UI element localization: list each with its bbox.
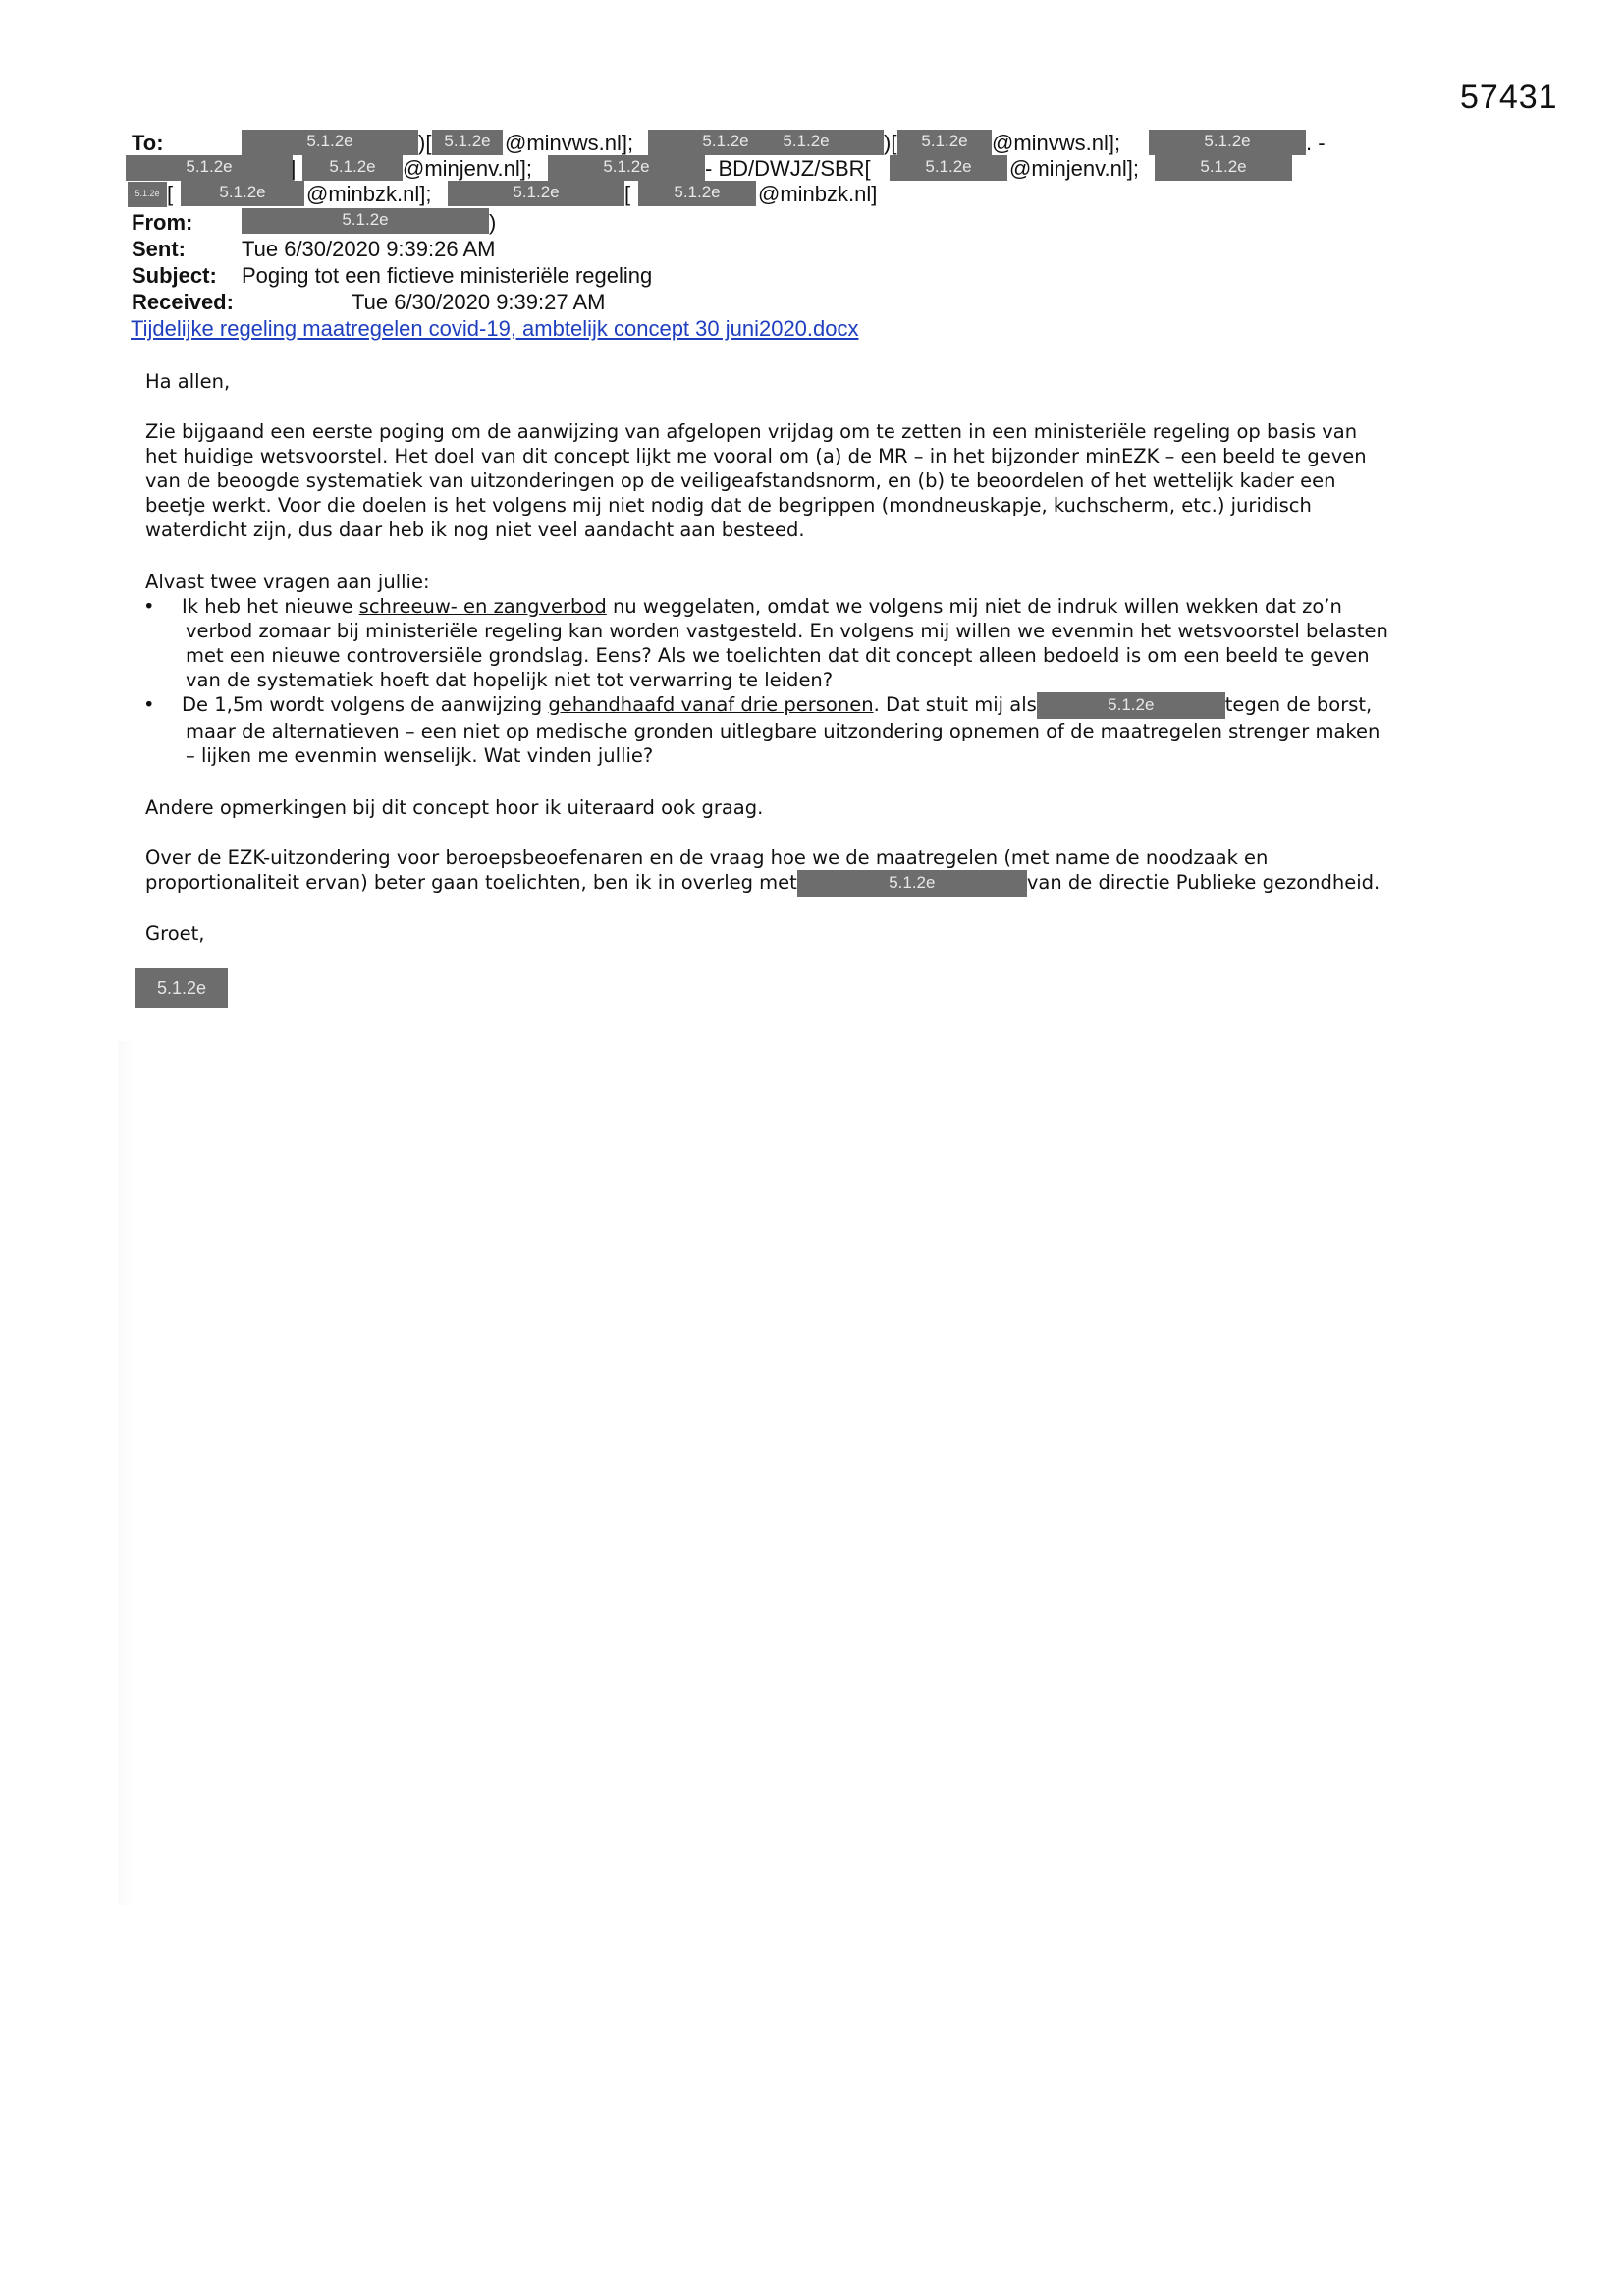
redaction: 5.1.2e: [242, 208, 489, 234]
to-separator: [: [167, 182, 174, 206]
to-address-domain: @minjenv.nl];: [1009, 156, 1139, 181]
document-number: 57431: [1460, 79, 1558, 116]
redaction: 5.1.2e: [181, 181, 304, 206]
questions-intro: Alvast twee vragen aan jullie:: [145, 571, 430, 593]
scan-shade: [118, 1041, 135, 1905]
redaction: 5.1.2e: [548, 155, 705, 181]
to-separator: |: [291, 156, 297, 181]
to-address-domain: @minjenv.nl];: [403, 156, 532, 181]
bullet-item-2: • De 1,5m wordt volgens de aanwijzing gehandhaafd vanaf drie personen. Dat stuit mij als 5.1.2e tegen de borst, maar de alternatieven – een niet op medische gronden uitlegbare uitzondering opnemen of de maatregelen strenger maken – lijken me evenmin wenselijk. Wat vinden jullie?: [143, 693, 1380, 767]
sent-label: Sent:: [132, 237, 186, 261]
bullet-dot: •: [143, 693, 155, 716]
paragraph-intro: Zie bijgaand een eerste poging om de aanwijzing van afgelopen vrijdag om te zetten in een ministeriële regeling op basis van het huidige wetsvoorstel. Het doel van dit concept lijkt me vooral om (a) de MR – in het bijzonder minEZK – een beeld te geven van de beoogde systematiek van uitzonderingen op de veiligeafstandsnorm, en (b) te beoordelen of het wettelijk kader een beetje werkt. Voor die doelen is het volgens mij niet nodig dat de begrippen (mondneuskapje, kuchscherm, etc.) juridisch waterdicht zijn, dus daar heb ik nog niet veel aandacht aan besteed.: [145, 420, 1367, 541]
received-value: Tue 6/30/2020 9:39:27 AM: [352, 290, 606, 314]
to-separator: [: [624, 182, 631, 206]
signature-redaction: 5.1.2e: [135, 968, 228, 1008]
bullet-item-1: • Ik heb het nieuwe schreeuw- en zangverbod nu weggelaten, omdat we volgens mij niet de indruk willen wekken dat zo’n verbod zomaar bij ministeriële regeling kan worden vastgesteld. En volgens mij willen we evenmin het wetsvoorstel belasten met een nieuwe controversiële grondslag. Eens? Als we toelichten dat dit concept alleen bedoeld is om een beeld te geven van de systematiek hoeft dat hopelijk niet tot verwarring te leiden?: [143, 595, 1388, 691]
redaction: 5.1.2e: [126, 155, 293, 181]
to-department: - BD/DWJZ/SBR[: [705, 156, 871, 181]
redaction: 5.1.2e: [890, 155, 1007, 181]
subject-value: Poging tot een fictieve ministeriële regeling: [242, 263, 653, 288]
from-suffix: ): [489, 210, 497, 235]
redaction: 5.1.2e: [242, 130, 418, 155]
subject-label: Subject:: [132, 263, 217, 288]
redaction: 5.1.2e: [797, 870, 1027, 897]
received-label: Received:: [132, 290, 234, 314]
redaction: 5.1.2e: [302, 155, 403, 181]
redaction: 5.1.2e: [1155, 155, 1292, 181]
to-separator: )[: [884, 131, 897, 155]
to-address-domain: @minvws.nl];: [992, 131, 1121, 155]
to-address-domain: @minvws.nl];: [505, 131, 634, 155]
redaction: 5.1.2e: [448, 181, 624, 206]
closing: Groet,: [145, 922, 205, 945]
greeting: Ha allen,: [145, 370, 231, 393]
paragraph-consultation: Over de EZK-uitzondering voor beroepsbeoefenaren en de vraag hoe we de maatregelen (met name de noodzaak en proportionaliteit ervan) beter gaan toelichten, ben ik in overleg met 5.1.2e van de directie Publieke gezondheid.: [145, 846, 1500, 897]
sent-value: Tue 6/30/2020 9:39:26 AM: [242, 237, 496, 261]
attachment-link[interactable]: Tijdelijke regeling maatregelen covid-19, ambtelijk concept 30 juni2020.docx: [131, 316, 859, 341]
redaction: 5.1.2e: [897, 130, 992, 155]
redaction: 5.1.2e: [432, 130, 503, 155]
redaction: 5.1.2e 5.1.2e: [648, 130, 884, 155]
bullet-dot: •: [143, 595, 155, 618]
to-separator: . -: [1306, 131, 1326, 155]
redaction: 5.1.2e: [1037, 692, 1225, 719]
to-separator: )[: [418, 131, 432, 155]
to-address-domain: @minbzk.nl]: [758, 182, 878, 206]
from-label: From:: [132, 210, 193, 235]
redaction: 5.1.2e: [638, 181, 756, 206]
to-address-domain: @minbzk.nl];: [306, 182, 432, 206]
redaction: 5.1.2e: [128, 182, 167, 207]
redaction: 5.1.2e: [1149, 130, 1306, 155]
paragraph-remarks: Andere opmerkingen bij dit concept hoor ik uiteraard ook graag.: [145, 796, 764, 819]
to-label: To:: [132, 131, 164, 155]
